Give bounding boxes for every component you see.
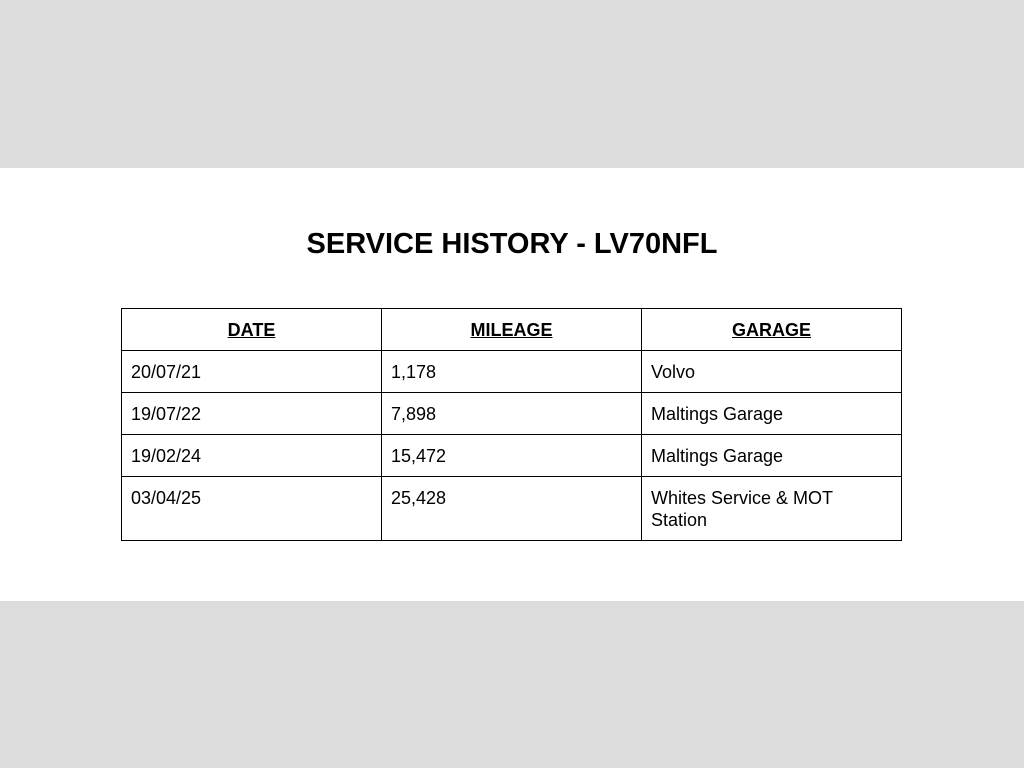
table-row [122,393,902,435]
date-cell: 20/07/21 [122,351,382,393]
document-title: SERVICE HISTORY - LV70NFL [306,228,718,260]
mileage-cell: 25,428 [382,477,642,541]
service-history-table [121,308,902,541]
mileage-cell: 15,472 [382,435,642,477]
garage-cell: Whites Service & MOT Station [642,477,902,541]
table-row [122,477,902,541]
garage-cell: Volvo [642,351,902,393]
garage-cell: Maltings Garage [642,393,902,435]
date-cell: 19/07/22 [122,393,382,435]
mileage-cell: 7,898 [382,393,642,435]
table-row [122,351,902,393]
column-header-date: DATE [122,309,382,351]
table-row [122,435,902,477]
column-header-mileage: MILEAGE [382,309,642,351]
table-header-row [122,309,902,351]
document-page [0,168,1024,601]
date-cell: 19/02/24 [122,435,382,477]
date-cell: 03/04/25 [122,477,382,541]
mileage-cell: 1,178 [382,351,642,393]
garage-cell: Maltings Garage [642,435,902,477]
column-header-garage: GARAGE [642,309,902,351]
